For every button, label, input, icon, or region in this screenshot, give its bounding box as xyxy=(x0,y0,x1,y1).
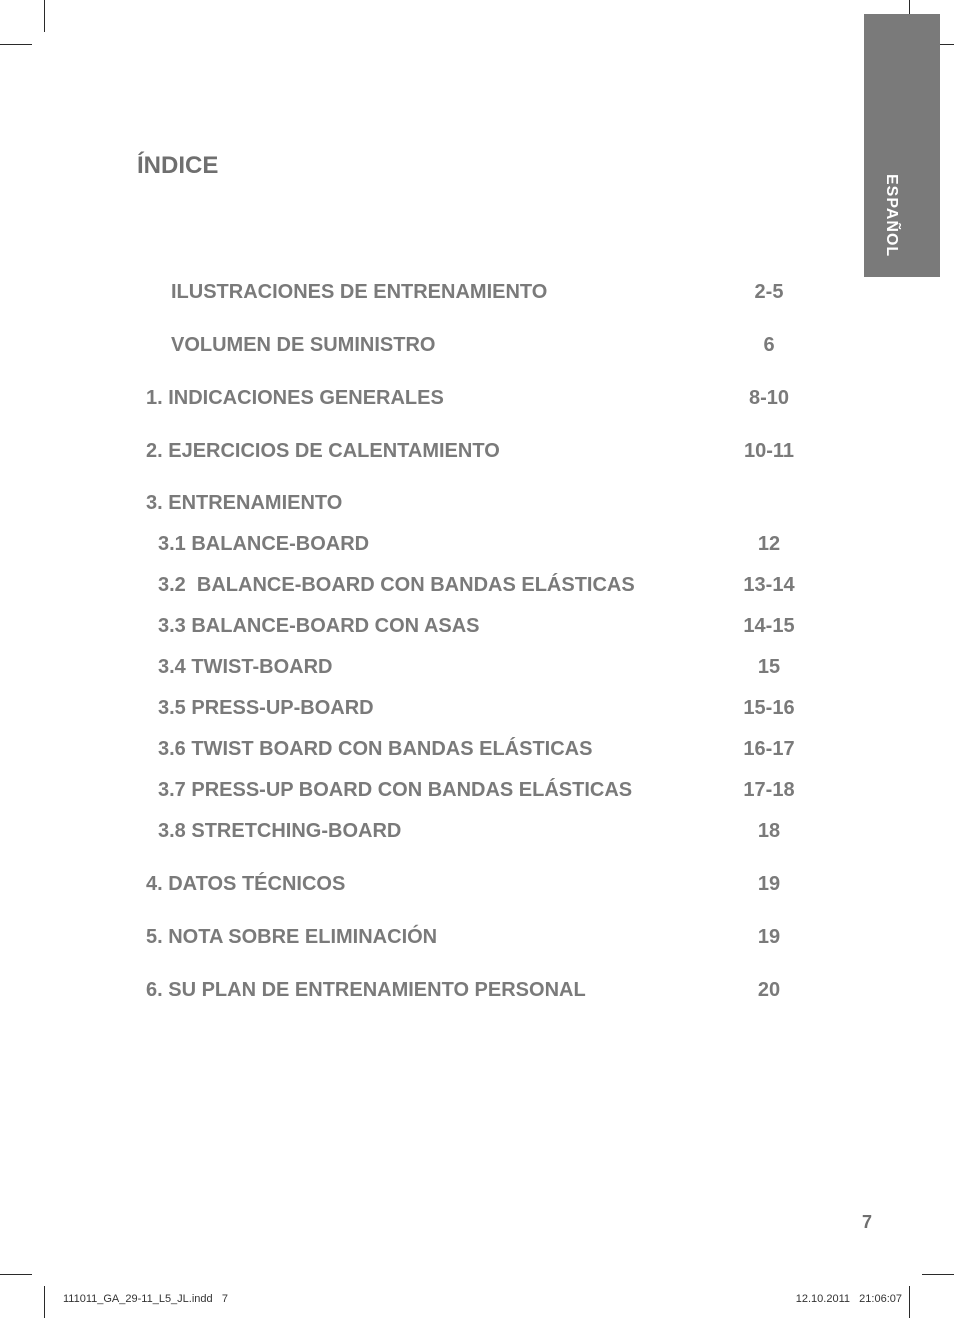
toc-page: 19 xyxy=(757,926,781,948)
toc-row xyxy=(0,387,954,413)
toc-label: 3.1 BALANCE-BOARD xyxy=(158,533,370,555)
crop-mark xyxy=(922,1274,954,1275)
crop-mark xyxy=(44,0,45,32)
toc-label: 4. DATOS TÉCNICOS xyxy=(146,873,346,895)
language-tab-label: ESPAÑOL xyxy=(883,174,900,258)
toc-row xyxy=(0,697,954,723)
toc-row xyxy=(0,873,954,899)
footer-timestamp: 12.10.2011 21:06:07 xyxy=(795,1293,902,1305)
toc-page: 8-10 xyxy=(748,387,790,409)
toc-page: 14-15 xyxy=(743,615,795,637)
toc-label: ILUSTRACIONES DE ENTRENAMIENTO xyxy=(171,281,548,303)
toc-page: 2-5 xyxy=(754,281,784,303)
toc-page: 19 xyxy=(757,873,781,895)
toc-page: 20 xyxy=(757,979,781,1001)
toc-label: 3.5 PRESS-UP-BOARD xyxy=(158,697,374,719)
toc-row xyxy=(0,926,954,952)
toc-page: 15 xyxy=(757,656,781,678)
toc-label: 1. INDICACIONES GENERALES xyxy=(146,387,444,409)
toc-page: 15-16 xyxy=(743,697,795,719)
toc-row xyxy=(0,979,954,1005)
toc-label: 3.2 BALANCE-BOARD CON BANDAS ELÁSTICAS xyxy=(158,574,635,596)
toc-page: 18 xyxy=(757,820,781,842)
toc-row xyxy=(0,574,954,600)
toc-label: 3.3 BALANCE-BOARD CON ASAS xyxy=(158,615,480,637)
toc-label: 3. ENTRENAMIENTO xyxy=(146,492,343,514)
crop-mark xyxy=(909,1286,910,1318)
toc-page: 13-14 xyxy=(743,574,795,596)
toc-label: 3.7 PRESS-UP BOARD CON BANDAS ELÁSTICAS xyxy=(158,779,633,801)
toc-page: 17-18 xyxy=(743,779,795,801)
crop-mark xyxy=(44,1286,45,1318)
footer-file-name: 111011_GA_29-11_L5_JL.indd 7 xyxy=(63,1293,228,1305)
toc-label: VOLUMEN DE SUMINISTRO xyxy=(171,334,436,356)
page-number: 7 xyxy=(862,1212,873,1232)
toc-page: 6 xyxy=(763,334,775,356)
toc-row xyxy=(0,281,954,307)
toc-page: 16-17 xyxy=(743,738,795,760)
toc-row xyxy=(0,615,954,641)
toc-row xyxy=(0,656,954,682)
toc-row xyxy=(0,779,954,805)
crop-mark xyxy=(0,1274,32,1275)
toc-row xyxy=(0,820,954,846)
language-tab xyxy=(864,14,940,277)
toc-label: 5. NOTA SOBRE ELIMINACIÓN xyxy=(146,926,438,948)
toc-label: 6. SU PLAN DE ENTRENAMIENTO PERSONAL xyxy=(146,979,586,1001)
toc-row xyxy=(0,492,954,518)
toc-page: 10-11 xyxy=(743,440,795,462)
toc-row xyxy=(0,533,954,559)
toc-label: 3.6 TWIST BOARD CON BANDAS ELÁSTICAS xyxy=(158,738,593,760)
toc-label: 2. EJERCICIOS DE CALENTAMIENTO xyxy=(146,440,500,462)
crop-mark xyxy=(0,44,32,45)
toc-label: 3.4 TWIST-BOARD xyxy=(158,656,333,678)
toc-page: 12 xyxy=(757,533,781,555)
page-title: ÍNDICE xyxy=(137,152,219,179)
toc-row xyxy=(0,440,954,466)
toc-row xyxy=(0,738,954,764)
toc-row xyxy=(0,334,954,360)
toc-label: 3.8 STRETCHING-BOARD xyxy=(158,820,402,842)
